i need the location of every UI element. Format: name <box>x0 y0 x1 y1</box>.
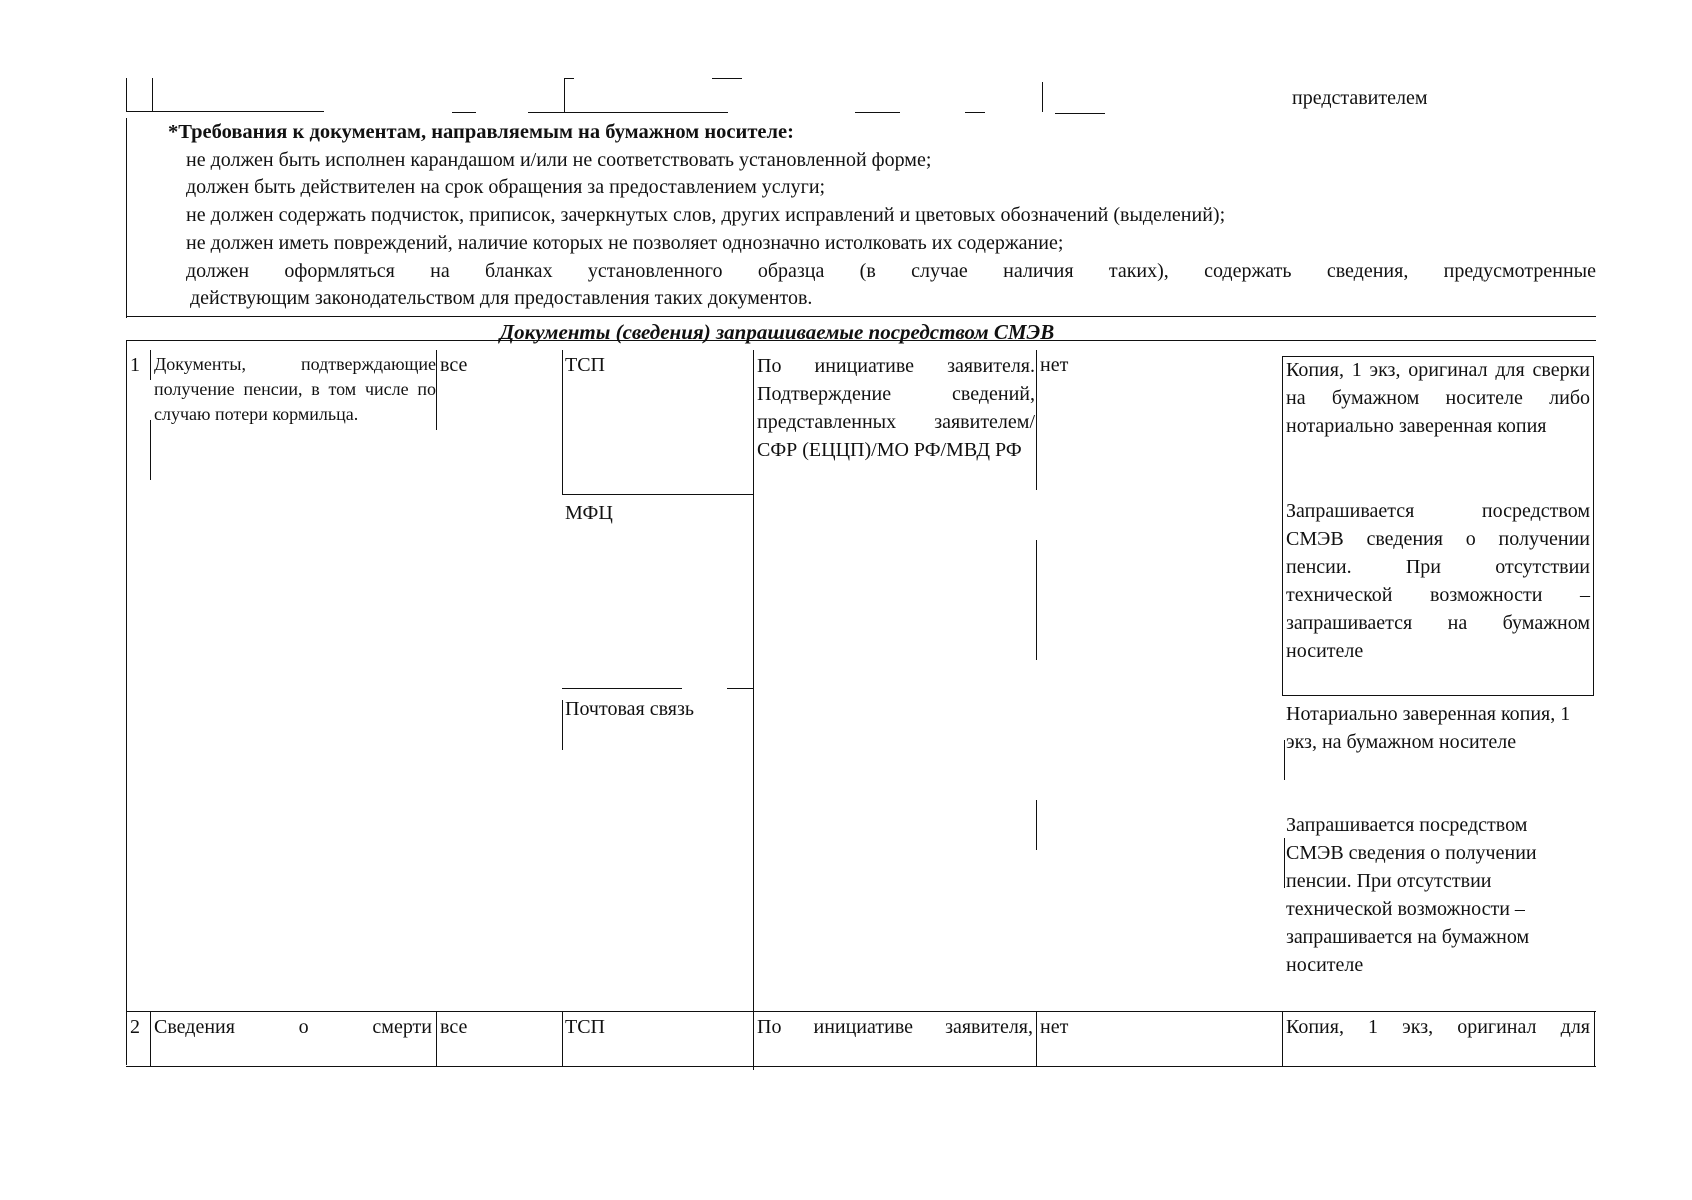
section-title: Документы (сведения) запрашиваемые посредством СМЭВ <box>499 320 1055 344</box>
channel-tsp: ТСП <box>565 354 605 376</box>
condition-text: По инициативе заявителя, <box>757 1016 1033 1038</box>
row-number: 2 <box>130 1016 140 1038</box>
requirement-item: должен быть действителен на срок обращения за предоставлением услуги; <box>186 176 826 198</box>
requirement-item: не должен содержать подчисток, приписок, зачеркнутых слов, других исправлений и цветовых обозначений (выделений); <box>186 204 1226 226</box>
requirement-item: не должен быть исполнен карандашом и/или не соответствовать установленной форме; <box>186 149 932 171</box>
condition-text: По инициативе заявителя. Подтверждение сведений, представленных заявителем/СФР (ЕЦЦП)/МО РФ/МВД РФ <box>757 355 1035 461</box>
original-required: нет <box>1040 354 1069 376</box>
requirement-item: должен оформляться на бланках установленного образца (в случае наличия таких), содержать сведения, предусмотренные <box>186 260 1596 282</box>
channel-post: Почтовая связь <box>565 698 694 720</box>
form-text: Копия, 1 экз, оригинал для <box>1286 1016 1590 1038</box>
channel-tsp: ТСП <box>565 1016 605 1038</box>
note-post: Запрашивается посредством СМЭВ сведения о получении пенсии. При отсутствии технической возможности – запрашивается на бумажном носителе <box>1286 814 1537 976</box>
requirements-heading: *Требования к документам, направляемым на бумажном носителе: <box>168 121 794 143</box>
requirement-item: не должен иметь повреждений, наличие которых не позволяет однозначно истолковать их содержание; <box>186 232 1064 254</box>
document-name: Документы, подтверждающие получение пенсии, в том числе по случаю потери кормильца. <box>154 354 436 424</box>
channel-mfc: МФЦ <box>565 502 613 524</box>
row-number: 1 <box>130 354 140 376</box>
note-tsp: Запрашивается посредством СМЭВ сведения о получении пенсии. При отсутствии технической возможности – запрашивается на бумажном носителе <box>1286 500 1590 662</box>
form-tsp: Копия, 1 экз, оригинал для сверки на бумажном носителе либо нотариально заверенная копия <box>1286 359 1590 437</box>
applicants: все <box>440 1016 468 1038</box>
document-name: Сведения о смерти <box>154 1016 432 1038</box>
original-required: нет <box>1040 1016 1069 1038</box>
applicants: все <box>440 354 468 376</box>
form-post: Нотариально заверенная копия, 1 экз, на бумажном носителе <box>1286 703 1571 753</box>
requirement-item: действующим законодательством для предоставления таких документов. <box>190 287 813 309</box>
representative-text: представителем <box>1292 87 1428 109</box>
